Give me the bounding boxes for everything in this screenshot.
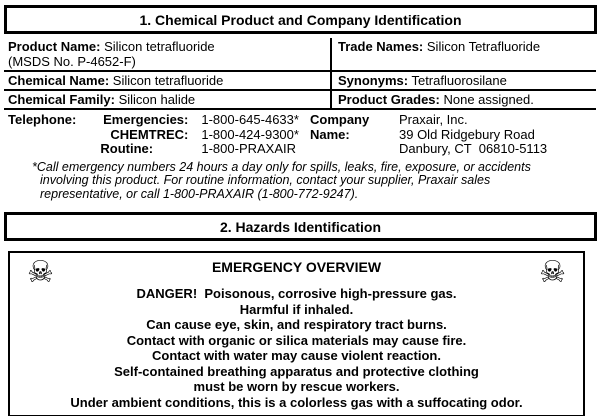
trade-names-value: Silicon Tetrafluoride [426, 39, 541, 54]
chemical-family-label: Chemical Family: [8, 92, 115, 107]
trade-names-cell [330, 38, 596, 70]
hazard-line: Contact with water may cause violent reaction. [152, 348, 441, 363]
company-name-value: Praxair, Inc. [399, 112, 468, 127]
company-block [310, 113, 547, 157]
emergency-overview-title: EMERGENCY OVERVIEW [211, 259, 382, 275]
product-name-cell [4, 38, 330, 70]
table-row-product [4, 38, 596, 72]
telephone-numbers [76, 113, 299, 157]
company-name-label: Company Name: [310, 112, 370, 142]
telephone-row-emergencies [76, 113, 299, 128]
skull-crossbones-icon: ☠ [27, 255, 54, 290]
section1-title: 1. Chemical Product and Company Identification [139, 12, 462, 28]
hazard-line: Harmful if inhaled. [239, 301, 354, 317]
telephone-row-routine [76, 142, 299, 157]
emergency-overview-box [8, 251, 585, 416]
product-info-table [4, 38, 596, 110]
hazard-line: DANGER! Poisonous, corrosive high-pressure gas. [136, 286, 457, 301]
product-grades-cell [330, 91, 596, 108]
telephone-row-chemtrec [76, 128, 299, 143]
product-grades-value: None assigned. [443, 92, 534, 107]
skull-crossbones-icon: ☠ [539, 255, 566, 290]
table-row-chemical-family [4, 91, 596, 110]
section1-header [4, 5, 597, 34]
synonyms-label: Synonyms: [338, 73, 409, 88]
chemical-name-label: Chemical Name: [8, 73, 110, 88]
company-street: 39 Old Ridgebury Road [399, 126, 535, 142]
product-grades-label: Product Grades: [338, 92, 440, 107]
emergency-call-footnote: *Call emergency numbers 24 hours a day only for spills, leaks, fire, exposure, or accidents involving this product. For routine information, contact your supplier, Praxair sales representative, or call 1-800-PRAXAIR (1-800-772-9247). [32, 159, 531, 201]
hazard-line: Self-contained breathing apparatus and protective clothing [114, 363, 479, 379]
chemical-name-cell [4, 72, 330, 89]
telephone-block [8, 113, 596, 157]
emergencies-label: Emergencies: [103, 112, 189, 127]
table-row-chemical-name [4, 72, 596, 91]
hazard-line: Can cause eye, skin, and respiratory tract burns. [146, 317, 447, 332]
company-address [399, 113, 547, 157]
chemical-name-value: Silicon tetrafluoride [112, 73, 224, 88]
chemical-family-value: Silicon halide [118, 92, 196, 107]
msds-number: (MSDS No. P-4652-F) [8, 54, 136, 69]
product-name-value: Silicon tetrafluoride [104, 39, 215, 54]
section2-header [4, 212, 597, 241]
emergencies-number: 1-800-645-4633* [201, 112, 299, 127]
product-name-label: Product Name: [8, 39, 101, 54]
synonyms-cell [330, 72, 596, 89]
trade-names-label: Trade Names: [338, 39, 424, 54]
hazard-line: must be worn by rescue workers. [193, 379, 400, 394]
hazard-line: Contact with organic or silica materials may cause fire. [126, 332, 467, 348]
routine-number: 1-800-PRAXAIR [201, 141, 297, 156]
hazard-line: Under ambient conditions, this is a colorless gas with a suffocating odor. [70, 394, 523, 410]
company-city-state-zip: Danbury, CT 06810-5113 [399, 141, 548, 156]
chemtrec-number: 1-800-424-9300* [201, 126, 299, 142]
section2-title: 2. Hazards Identification [219, 219, 382, 235]
synonyms-value: Tetrafluorosilane [411, 73, 507, 88]
chemtrec-label: CHEMTREC: [110, 126, 189, 142]
chemical-family-cell [4, 91, 330, 108]
routine-label: Routine: [100, 141, 154, 156]
telephone-label: Telephone: [8, 112, 77, 127]
